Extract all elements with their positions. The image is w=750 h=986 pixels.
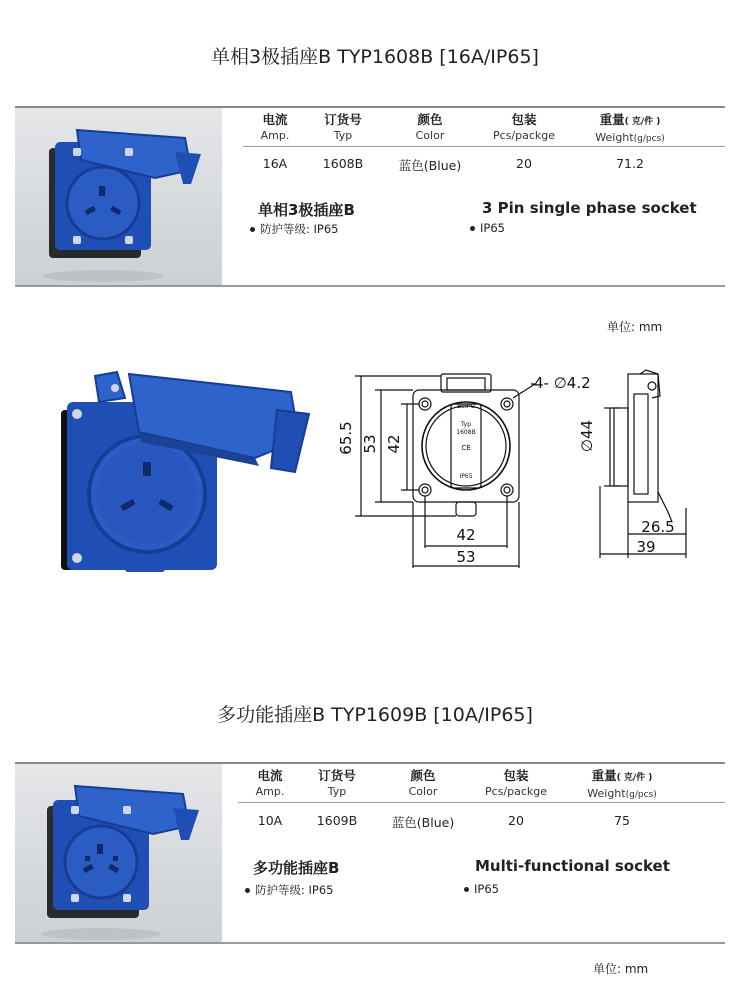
dim-65-5: 65.5 (337, 421, 355, 455)
bullet-icon (464, 887, 469, 892)
dim-44: ∅44 (578, 419, 596, 453)
header-weight-2 (572, 768, 672, 803)
value-typ: 1608B (322, 156, 364, 171)
plate-ip: IP65 (459, 473, 473, 480)
socket-product-image (55, 362, 315, 577)
header-typ-en: Typ (327, 785, 347, 798)
header-amp-en: Amp. (255, 785, 285, 798)
header-weight-cn: 重量 (599, 112, 625, 127)
value-pack: 20 (516, 156, 532, 171)
header-typ (308, 112, 378, 143)
socket-photo-image (15, 108, 222, 285)
header-color-cn: 颜色 (410, 768, 436, 783)
protection-cn-text: 防护等级: IP65 (255, 883, 334, 897)
product-1-bottom-rule (15, 285, 725, 287)
header-typ-cn: 订货号 (318, 768, 356, 783)
value-weight-2: 75 (614, 813, 630, 828)
header-weight-cn-unit: ( 克/件 ) (624, 117, 661, 127)
side-view-drawing (560, 362, 700, 572)
protection-en-text: IP65 (480, 221, 505, 235)
product-2-title: 多功能插座B TYP1609B [10A/IP65] (217, 704, 533, 726)
dim-53-horizontal: 53 (456, 548, 476, 566)
header-amp-en: Amp. (260, 129, 290, 142)
product-1-protection-cn (250, 221, 339, 237)
value-weight: 71.2 (616, 156, 644, 171)
header-pack-cn: 包装 (511, 112, 537, 127)
header-pack-2 (474, 768, 558, 799)
product-2-bottom-rule (15, 942, 725, 944)
header-weight-en-unit: (g/pcs) (625, 790, 657, 800)
product-1-name-cn: 单相3极插座B (258, 201, 355, 219)
dim-42-vertical: 42 (385, 434, 403, 454)
protection-en-text: IP65 (474, 882, 499, 896)
bullet-icon (470, 226, 475, 231)
plate-typ: Typ (460, 421, 472, 428)
bullet-icon (250, 227, 255, 232)
value-color: 蓝色(Blue) (398, 158, 462, 173)
multifunction-socket-photo-image (15, 764, 222, 942)
product-2-name-en: Multi-functional socket (475, 857, 670, 875)
product-2-protection-cn (245, 882, 334, 898)
header-pack-en: Pcs/packge (492, 129, 555, 142)
product-2-protection-en (464, 882, 499, 896)
product-2-photo (15, 764, 222, 942)
header-typ-en: Typ (333, 129, 353, 142)
value-color-2: 蓝色(Blue) (391, 815, 455, 830)
header-amp-cn: 电流 (257, 768, 283, 783)
header-color-en: Color (408, 785, 438, 798)
value-pack-2: 20 (508, 813, 524, 828)
protection-cn-text: 防护等级: IP65 (260, 222, 339, 236)
unit-label-2: 单位: mm (593, 962, 649, 976)
front-view-drawing (335, 362, 545, 572)
header-pack-en: Pcs/packge (484, 785, 547, 798)
header-pack (482, 112, 566, 143)
value-amp: 16A (262, 156, 288, 171)
header-weight (580, 112, 680, 147)
dim-26-5: 26.5 (641, 518, 675, 536)
header-weight-cn-unit: ( 克/件 ) (616, 773, 653, 783)
plate-ce: CE (461, 444, 471, 452)
product-1-header-rule (243, 146, 725, 147)
value-amp-2: 10A (257, 813, 283, 828)
header-weight-cn: 重量 (591, 768, 617, 783)
product-2-name-cn: 多功能插座B (253, 859, 340, 877)
header-amp-2 (238, 768, 302, 799)
bullet-icon (245, 888, 250, 893)
header-color-2 (383, 768, 463, 799)
product-1-title: 单相3极插座B TYP1608B [16A/IP65] (211, 46, 539, 68)
header-weight-en-unit: (g/pcs) (633, 134, 665, 144)
dim-53-vertical: 53 (361, 434, 379, 454)
dim-39: 39 (636, 538, 656, 556)
header-weight-en: Weight (595, 131, 634, 144)
product-1-photo (15, 108, 222, 285)
product-2-header-rule (238, 802, 725, 803)
dim-42-horizontal: 42 (456, 526, 476, 544)
unit-label-1: 单位: mm (607, 320, 663, 334)
header-typ-2 (302, 768, 372, 799)
header-color-cn: 颜色 (417, 112, 443, 127)
plate-brand: BEIPU (457, 403, 475, 410)
header-typ-cn: 订货号 (324, 112, 362, 127)
plate-model: 1608B (456, 429, 476, 436)
product-1-protection-en (470, 221, 505, 235)
header-weight-en: Weight (587, 787, 626, 800)
header-pack-cn: 包装 (503, 768, 529, 783)
header-amp (243, 112, 307, 143)
header-amp-cn: 电流 (262, 112, 288, 127)
value-typ-2: 1609B (316, 813, 358, 828)
product-1-name-en: 3 Pin single phase socket (482, 199, 697, 217)
header-color (390, 112, 470, 143)
header-color-en: Color (415, 129, 445, 142)
hole-dimension-label: 4- ∅4.2 (534, 374, 591, 392)
